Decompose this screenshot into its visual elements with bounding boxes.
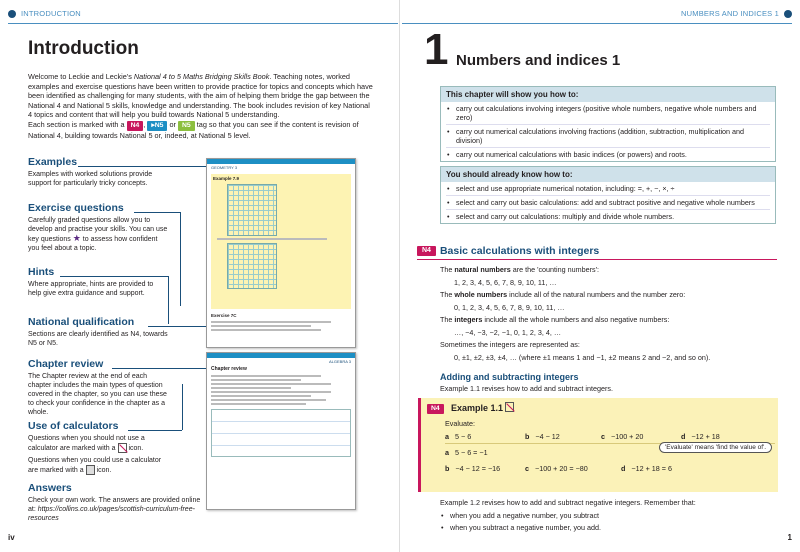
q-letter: b (525, 432, 530, 441)
thumb-review-title: Chapter review (211, 366, 247, 372)
pointer-line (148, 326, 206, 327)
box-heading: You should already know how to: (441, 167, 775, 182)
pointer-line (182, 384, 183, 430)
section-text: Questions when you should not use a calculator are marked with a (28, 435, 145, 452)
thumb-graph (227, 184, 277, 236)
thumb-exercise-title: Exercise 7C (211, 313, 237, 318)
running-head-text: NUMBERS AND INDICES 1 (681, 9, 779, 18)
section-dot-icon (8, 10, 16, 18)
section-title: Basic calculations with integers (439, 245, 600, 257)
section-rule (417, 259, 777, 260)
chapter-title: Numbers and indices 1 (456, 52, 621, 69)
running-head-left (8, 9, 81, 18)
section-dot-icon (784, 10, 792, 18)
question: 5 − 6 (455, 432, 472, 441)
body-text: The (440, 290, 455, 299)
pointer-line (78, 166, 206, 167)
subsection-intro: Example 1.1 revises how to add and subtract integers. (440, 384, 613, 393)
running-head-right (681, 9, 792, 18)
chapter-number: 1 (424, 25, 449, 74)
section-heading: Exercise questions (28, 202, 124, 214)
q-letter: a (445, 432, 449, 441)
book-title: National 4 to 5 Maths Bridging Skills Book (133, 72, 270, 81)
chapter-aims-box (440, 86, 776, 162)
pointer-line (168, 276, 169, 324)
star-icon: ★ (72, 233, 81, 243)
body-text: include all the whole numbers and also negative numbers: (482, 315, 670, 324)
page-number: 1 (787, 533, 792, 542)
whole-list: 0, 1, 2, 3, 4, 5, 6, 7, 8, 9, 10, 11, … (454, 302, 565, 312)
body-text: Example 1.2 revises how to add and subtract negative integers. Remember that: (440, 498, 696, 507)
section-heading: Hints (28, 266, 55, 278)
a-letter: a (445, 448, 449, 457)
answer: −12 + 18 = 6 (631, 464, 672, 473)
section-chapter-review (28, 360, 168, 420)
section-text: Sections are clearly identified as N4, towards N5 or N5. (28, 331, 168, 347)
intro-paragraph: Welcome to Leckie and Leckie's National 4 to 5 Maths Bridging Skills Book. Teaching notes, worked examples and exercise questions have been written to provide practice for topics and concepts which have been identified as challenging for many students, with the aim of helping them bridge the gap between the National 4 and National 5 skills, knowledge and understanding. The book includes revision of key National 4 topics and content that will help you build towards National 5 understanding. Each section is marked with a N4 , ▸N5 or N5 tag so that you can see if the content is revision of National 4, building towards National 5 or, indeed, at National 5 level. (28, 72, 373, 140)
calculator-icon (86, 465, 95, 475)
head-rule (402, 23, 792, 24)
section-heading: Use of calculators (28, 420, 119, 432)
thumb-example-title: Example 7.9 (213, 176, 240, 181)
evaluate-label: Evaluate: (445, 419, 475, 428)
section-answers (28, 484, 208, 526)
a-letter: b (445, 464, 450, 473)
head-rule (8, 23, 398, 24)
body-text: are the 'counting numbers': (510, 265, 599, 274)
body-text: include all of the natural numbers and the number zero: (507, 290, 686, 299)
n4-badge: N4 (127, 121, 144, 131)
intro-text-b: . Teaching notes, worked examples and exercise questions have been written to provide practice for topics and concepts which have been identified as challenging for many students, with the aim of helping them bridge the gap between the National 4 and National 5 skills, knowledge and understanding. The book includes revision of key National 4 topics and content that will help you build towards National 5 understanding. (28, 72, 373, 120)
example-box (418, 398, 778, 492)
term-whole: whole numbers (454, 290, 508, 299)
section-hints (28, 268, 168, 301)
list-item: • carry out numerical calculations involving fractions (addition, subtraction, multiplication and division) (446, 125, 770, 148)
review-thumbnail (206, 352, 356, 510)
pointer-line (180, 212, 181, 306)
after-example-text (440, 498, 780, 533)
list-item: • select and carry out basic calculations: add and subtract positive and negative whole numbers (446, 196, 770, 210)
list-item: • select and use appropriate numerical notation, including: =, +, −, ×, ÷ (446, 182, 770, 196)
answer: 5 − 6 = −1 (455, 448, 488, 457)
question: −100 + 20 (611, 432, 644, 441)
towards-n5-label: N5 (154, 121, 164, 129)
body-text: The (440, 265, 455, 274)
natural-list: 1, 2, 3, 4, 5, 6, 7, 8, 9, 10, 11, … (454, 277, 557, 287)
thumb-running-head: GEOMETRY 3 (211, 165, 238, 170)
thumb-example (211, 174, 351, 309)
example-title: Example 1.1 (451, 403, 504, 413)
page-number: iv (8, 533, 15, 542)
body-text: Sometimes the integers are represented as: (440, 340, 580, 349)
box-heading: This chapter will show you how to: (441, 87, 775, 102)
hint-callout: 'Evaluate' means 'find the value of'. (659, 442, 772, 453)
section-heading: National qualification (28, 316, 135, 328)
list-item: • carry out calculations involving integers (positive whole numbers, negative whole numbers and zero) (446, 102, 770, 125)
thumb-graph (227, 243, 277, 289)
section-text: The Chapter review at the end of each chapter includes the main types of question covered in the chapter, so you can use these to check your confidence in the chapter as a whole. (28, 373, 167, 416)
section-heading: Answers (28, 482, 72, 494)
running-head-text: INTRODUCTION (21, 9, 81, 18)
q-letter: c (601, 432, 605, 441)
question: −4 − 12 (535, 432, 560, 441)
prior-knowledge-box (440, 166, 776, 224)
plus-minus-list: 0, ±1, ±2, ±3, ±4, … (where ±1 means 1 and −1, ±2 means 2 and −2, and so on). (454, 352, 711, 362)
section-examples (28, 158, 168, 191)
term-integers: integers (454, 315, 483, 324)
a-letter: c (525, 464, 529, 473)
answers-link[interactable]: https://collins.co.uk/pages/scottish-curriculum-free-resources (28, 506, 195, 522)
term-natural: natural numbers (454, 265, 511, 274)
thumb-running-head: ALGEBRA 3 (328, 359, 351, 364)
section-national-qualification (28, 318, 168, 351)
a-letter: d (621, 464, 626, 473)
integer-list: …, −4, −3, −2, −1, 0, 1, 2, 3, 4, … (454, 327, 562, 337)
or-text: or (169, 119, 176, 129)
no-calculator-icon (118, 443, 127, 453)
question: −12 + 18 (691, 432, 720, 441)
answer: −4 − 12 = −16 (455, 464, 501, 473)
section-text: Carefully graded questions allow you to develop and practise your skills. You can use key questions (28, 217, 168, 243)
pointer-line (60, 276, 168, 277)
n4-badge: N4 (417, 246, 436, 256)
list-item: • when you subtract a negative number, you add. (440, 523, 780, 533)
section-text: icon. (128, 444, 144, 452)
answer-row (445, 464, 781, 473)
section-text: Questions when you could use a calculator are marked with a (28, 457, 162, 474)
integers-body (440, 265, 780, 362)
subsection-heading: Adding and subtracting integers (440, 372, 579, 382)
section-text: Where appropriate, hints are provided to help give extra guidance and support. (28, 281, 154, 297)
list-item: • when you add a negative number, you subtract (440, 511, 780, 521)
answer: −100 + 20 = −80 (535, 464, 588, 473)
n4-badge: N4 (427, 404, 444, 414)
section-heading-row (417, 245, 599, 257)
section-heading: Examples (28, 156, 78, 168)
section-heading: Chapter review (28, 358, 104, 370)
towards-n5-badge: ▸N5 (147, 121, 167, 131)
tag-text-b: tag so that you can see if the content is revision of National 4, building towards National 5 or, indeed, at National 5 level. (28, 119, 359, 140)
pointer-line (112, 368, 208, 369)
tag-text-a: Each section is marked with a (28, 119, 125, 129)
section-text: icon. (96, 466, 112, 474)
no-calculator-icon (505, 402, 514, 412)
n5-badge: N5 (178, 121, 195, 131)
pointer-line (128, 430, 182, 431)
body-text: The (440, 315, 455, 324)
list-item: • select and carry out calculations: multiply and divide whole numbers. (446, 210, 770, 223)
q-letter: d (681, 432, 686, 441)
thumb-confidence-table (211, 409, 351, 457)
section-text-b: to assess how confident you feel about a topic. (28, 236, 158, 252)
question-row (445, 432, 781, 441)
page-title: Introduction (28, 38, 139, 59)
section-text: Check your own work. The answers are provided online at: (28, 497, 201, 513)
intro-text-a: Welcome to Leckie and Leckie's (28, 72, 134, 81)
list-item: • carry out numerical calculations with basic indices (or powers) and roots. (446, 148, 770, 161)
section-text: Examples with worked solutions provide support for particularly tricky concepts. (28, 171, 153, 187)
example-thumbnail (206, 158, 356, 348)
pointer-line (134, 212, 180, 213)
